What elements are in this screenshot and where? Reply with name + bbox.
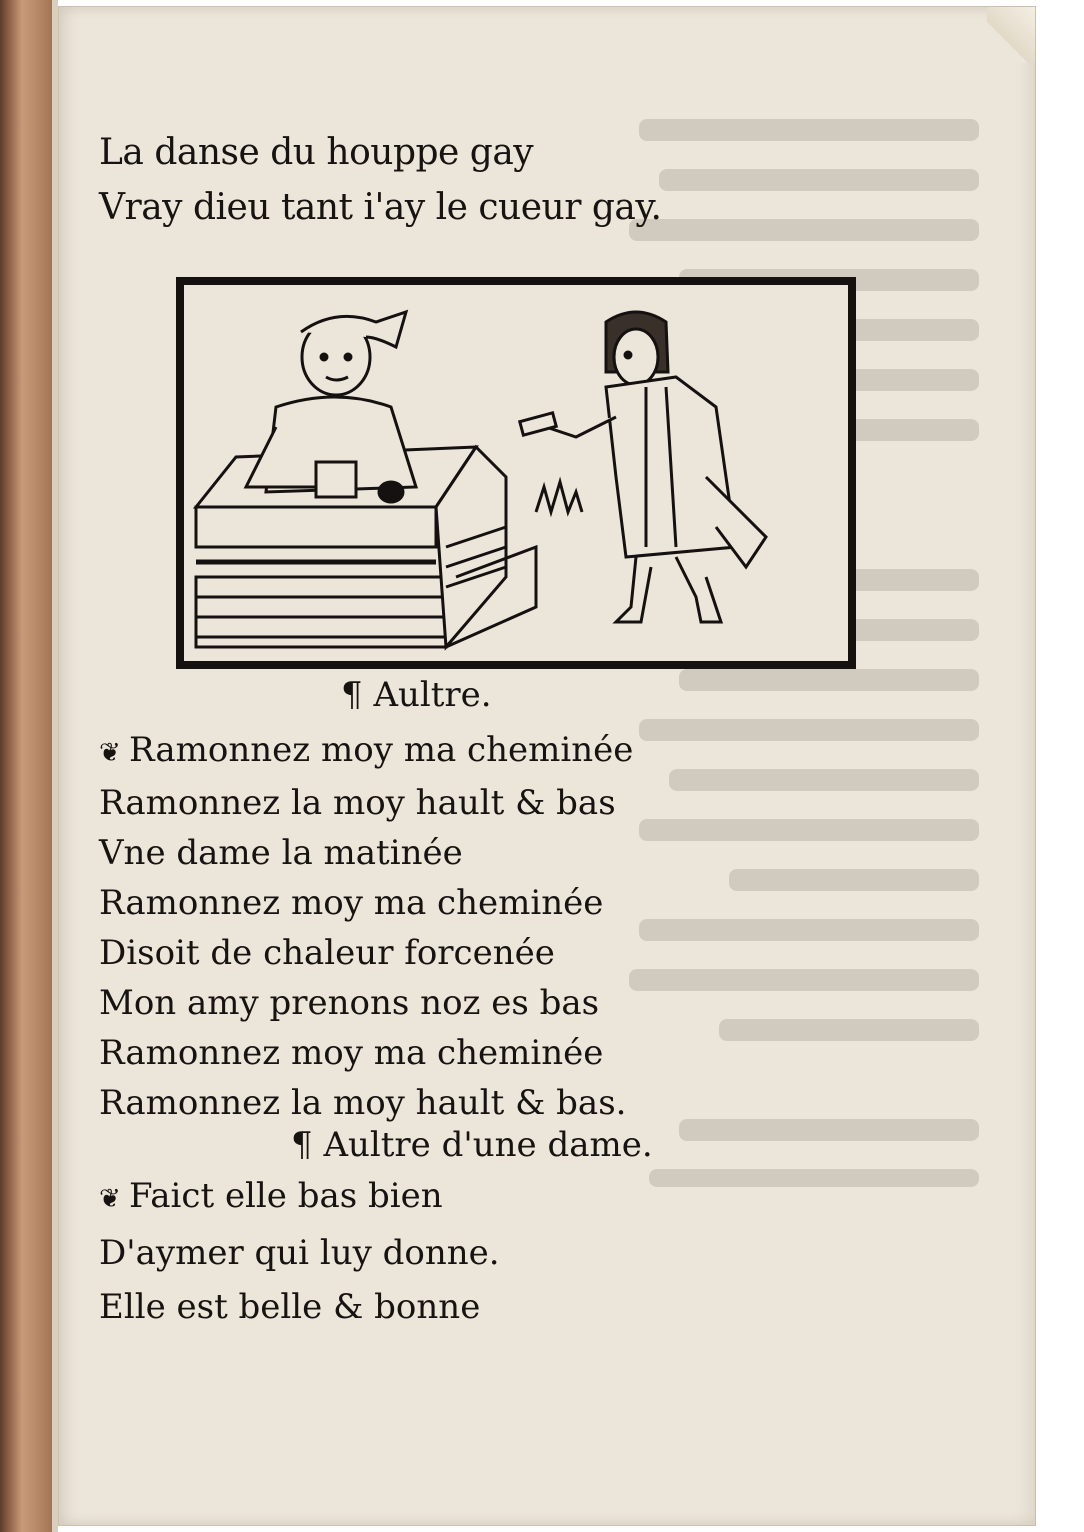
fleuron-icon: ❦ bbox=[99, 738, 121, 768]
section-heading-aultre-dune-dame: ¶ Aultre d'une dame. bbox=[291, 1125, 653, 1165]
verse-line: Disoit de chaleur forcenée bbox=[99, 933, 555, 973]
verse-line: D'aymer qui luy donne. bbox=[99, 1233, 500, 1273]
top-line-1: La danse du houppe gay bbox=[99, 132, 534, 173]
verse-line: Ramonnez moy ma cheminée bbox=[99, 1033, 604, 1073]
top-line-2: Vray dieu tant i'ay le cueur gay. bbox=[99, 187, 662, 228]
verse-faict-elle bbox=[99, 1169, 799, 1334]
verse-line: Ramonnez la moy hault & bas bbox=[99, 783, 616, 823]
book-page bbox=[58, 6, 1036, 1526]
page-corner-fold bbox=[987, 7, 1035, 63]
book-binding bbox=[0, 0, 52, 1532]
verse-line: Ramonnez moy ma cheminée bbox=[99, 883, 604, 923]
fleuron-icon: ❦ bbox=[99, 1184, 121, 1214]
verse-line: Ramonnez la moy hault & bas. bbox=[99, 1083, 627, 1123]
verse-line: Mon amy prenons noz es bas bbox=[99, 983, 600, 1023]
section-heading-aultre: ¶ Aultre. bbox=[341, 675, 492, 715]
verse-line: Vne dame la matinée bbox=[99, 833, 463, 873]
verse-ramonnez bbox=[99, 725, 799, 1128]
verse-line: ❦ Ramonnez moy ma cheminée bbox=[99, 725, 799, 778]
woodcut-illustration bbox=[176, 277, 856, 669]
verse-line: Elle est belle & bonne bbox=[99, 1287, 481, 1327]
verse-line: ❦ Faict elle bas bien bbox=[99, 1169, 799, 1226]
